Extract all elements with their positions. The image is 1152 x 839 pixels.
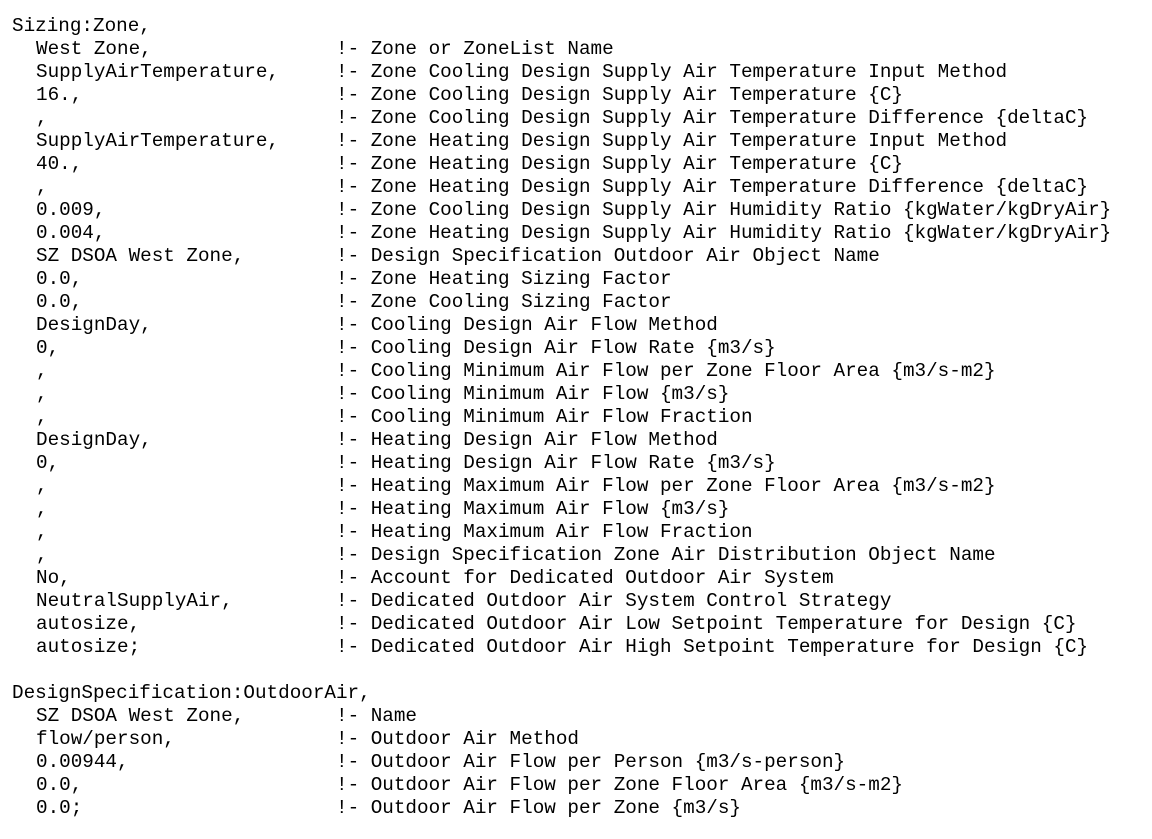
field-comment: !- Cooling Minimum Air Flow {m3/s}	[336, 383, 730, 405]
field-line	[12, 153, 1147, 176]
field-line	[12, 636, 1147, 659]
field-comment: !- Cooling Design Air Flow Rate {m3/s}	[336, 337, 776, 359]
field-comment: !- Zone or ZoneList Name	[336, 38, 614, 60]
field-comment: !- Outdoor Air Method	[336, 728, 579, 750]
field-line	[12, 567, 1147, 590]
field-value: DesignDay,	[36, 429, 152, 451]
field-line	[12, 383, 1147, 406]
field-line	[12, 199, 1147, 222]
field-comment: !- Zone Heating Design Supply Air Temperature Input Method	[336, 130, 1008, 152]
field-comment: !- Outdoor Air Flow per Person {m3/s-person}	[336, 751, 846, 773]
field-value: SupplyAirTemperature,	[36, 130, 279, 152]
field-value: 16.,	[36, 84, 83, 106]
field-value: 0.0,	[36, 774, 83, 796]
field-comment: !- Outdoor Air Flow per Zone {m3/s}	[336, 797, 741, 819]
field-line	[12, 360, 1147, 383]
field-comment: !- Heating Maximum Air Flow Fraction	[336, 521, 753, 543]
field-line	[12, 176, 1147, 199]
blank-line	[12, 659, 1147, 682]
field-line	[12, 130, 1147, 153]
field-line	[12, 337, 1147, 360]
field-comment: !- Design Specification Outdoor Air Object Name	[336, 245, 880, 267]
field-comment: !- Heating Maximum Air Flow {m3/s}	[336, 498, 730, 520]
field-value: SupplyAirTemperature,	[36, 61, 279, 83]
field-line	[12, 544, 1147, 567]
field-value: 0.0,	[36, 291, 83, 313]
field-comment: !- Zone Cooling Design Supply Air Humidity Ratio {kgWater/kgDryAir}	[336, 199, 1112, 221]
field-line	[12, 61, 1147, 84]
field-comment: !- Name	[336, 705, 417, 727]
field-comment: !- Zone Cooling Design Supply Air Temperature {C}	[336, 84, 903, 106]
field-comment: !- Dedicated Outdoor Air Low Setpoint Temperature for Design {C}	[336, 613, 1077, 635]
field-line	[12, 38, 1147, 61]
field-value: autosize,	[36, 613, 141, 635]
field-line	[12, 774, 1147, 797]
field-line	[12, 590, 1147, 613]
object-class-name: Sizing:Zone,	[12, 15, 151, 37]
field-line	[12, 475, 1147, 498]
field-comment: !- Zone Cooling Design Supply Air Temperature Input Method	[336, 61, 1008, 83]
object-header-line	[12, 15, 1147, 38]
field-value: ,	[36, 498, 48, 520]
field-comment: !- Heating Maximum Air Flow per Zone Floor Area {m3/s-m2}	[336, 475, 996, 497]
field-value: ,	[36, 176, 48, 198]
field-comment: !- Heating Design Air Flow Rate {m3/s}	[336, 452, 776, 474]
field-line	[12, 84, 1147, 107]
field-comment: !- Cooling Design Air Flow Method	[336, 314, 718, 336]
field-comment: !- Dedicated Outdoor Air High Setpoint Temperature for Design {C}	[336, 636, 1089, 658]
object-class-name: DesignSpecification:OutdoorAir,	[12, 682, 371, 704]
field-comment: !- Dedicated Outdoor Air System Control Strategy	[336, 590, 892, 612]
field-value: 0.0;	[36, 797, 83, 819]
field-line	[12, 268, 1147, 291]
field-value: West Zone,	[36, 38, 152, 60]
field-value: ,	[36, 544, 48, 566]
field-value: 0.0,	[36, 268, 83, 290]
field-value: 0.00944,	[36, 751, 129, 773]
field-line	[12, 728, 1147, 751]
idf-document	[12, 15, 1147, 820]
field-value: ,	[36, 475, 48, 497]
field-value: ,	[36, 521, 48, 543]
field-value: SZ DSOA West Zone,	[36, 245, 245, 267]
field-comment: !- Zone Cooling Design Supply Air Temperature Difference {deltaC}	[336, 107, 1089, 129]
field-value: 0,	[36, 337, 60, 359]
field-comment: !- Design Specification Zone Air Distribution Object Name	[336, 544, 996, 566]
field-line	[12, 245, 1147, 268]
object-header-line	[12, 682, 1147, 705]
field-comment: !- Zone Heating Design Supply Air Temperature Difference {deltaC}	[336, 176, 1089, 198]
field-comment: !- Zone Cooling Sizing Factor	[336, 291, 672, 313]
field-value: flow/person,	[36, 728, 175, 750]
field-value: 0.009,	[36, 199, 106, 221]
field-line	[12, 222, 1147, 245]
field-value: 40.,	[36, 153, 83, 175]
field-value: DesignDay,	[36, 314, 152, 336]
field-comment: !- Zone Heating Design Supply Air Humidity Ratio {kgWater/kgDryAir}	[336, 222, 1112, 244]
field-line	[12, 452, 1147, 475]
field-line	[12, 406, 1147, 429]
field-comment: !- Cooling Minimum Air Flow per Zone Floor Area {m3/s-m2}	[336, 360, 996, 382]
field-line	[12, 291, 1147, 314]
field-value: ,	[36, 383, 48, 405]
field-line	[12, 613, 1147, 636]
field-value: ,	[36, 406, 48, 428]
field-comment: !- Account for Dedicated Outdoor Air System	[336, 567, 834, 589]
field-value: ,	[36, 360, 48, 382]
field-line	[12, 429, 1147, 452]
field-value: autosize;	[36, 636, 141, 658]
field-line	[12, 705, 1147, 728]
field-comment: !- Zone Heating Sizing Factor	[336, 268, 672, 290]
field-line	[12, 521, 1147, 544]
field-line	[12, 498, 1147, 521]
field-comment: !- Zone Heating Design Supply Air Temperature {C}	[336, 153, 903, 175]
field-line	[12, 751, 1147, 774]
field-value: 0,	[36, 452, 60, 474]
field-comment: !- Heating Design Air Flow Method	[336, 429, 718, 451]
field-value: No,	[36, 567, 71, 589]
field-value: 0.004,	[36, 222, 106, 244]
field-line	[12, 107, 1147, 130]
field-comment: !- Cooling Minimum Air Flow Fraction	[336, 406, 753, 428]
field-value: NeutralSupplyAir,	[36, 590, 233, 612]
field-comment: !- Outdoor Air Flow per Zone Floor Area {m3/s-m2}	[336, 774, 903, 796]
field-value: SZ DSOA West Zone,	[36, 705, 245, 727]
field-line	[12, 797, 1147, 820]
field-value: ,	[36, 107, 48, 129]
field-line	[12, 314, 1147, 337]
